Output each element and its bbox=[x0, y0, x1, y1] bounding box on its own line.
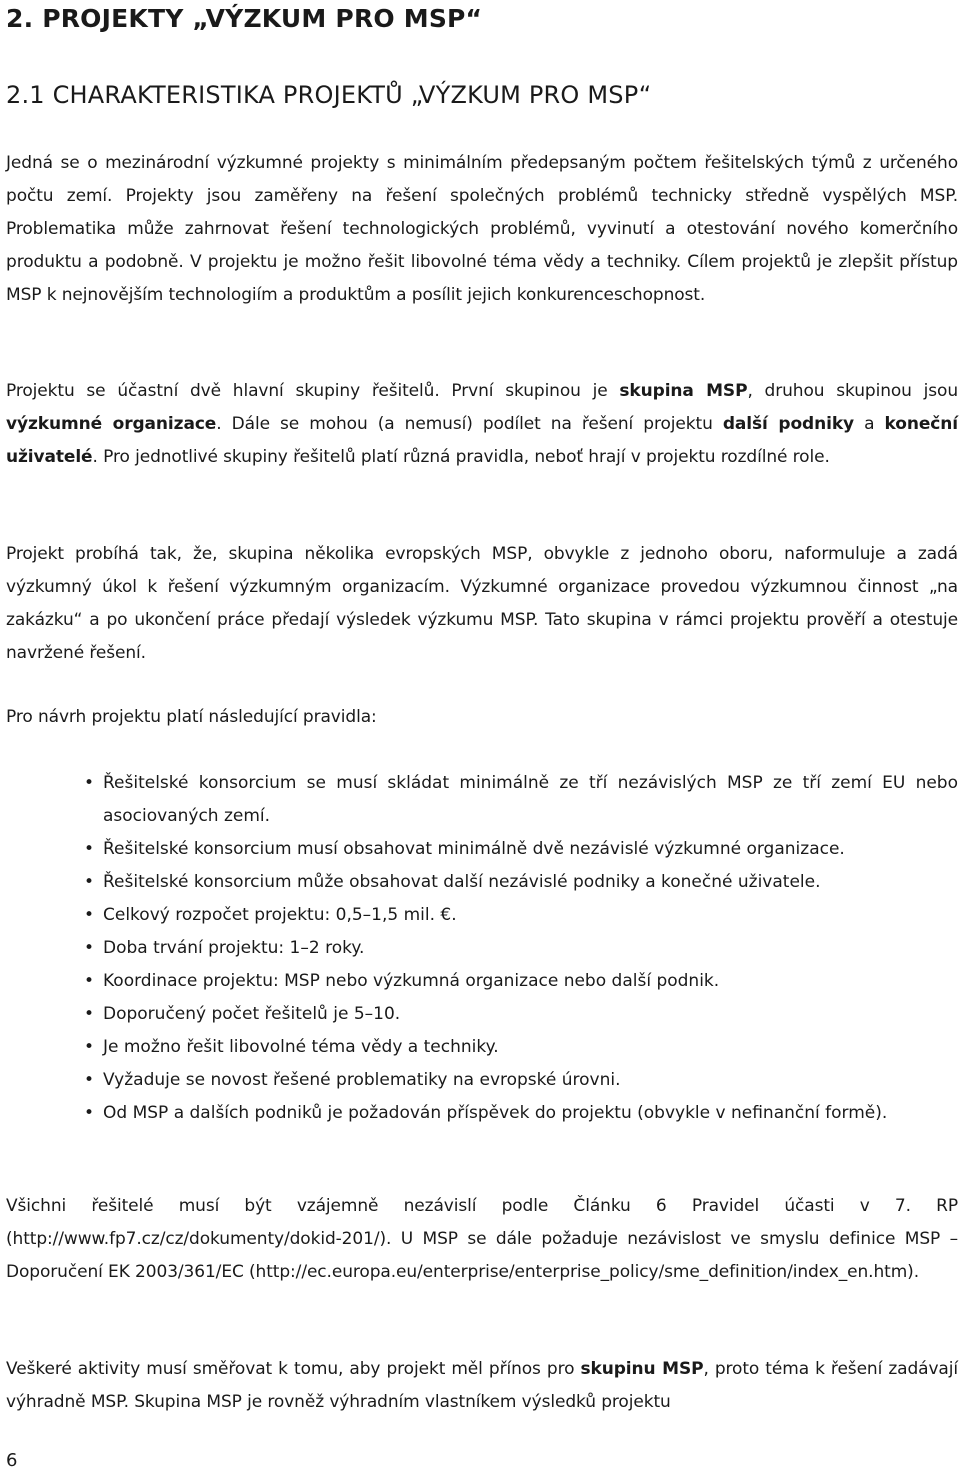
bullet: • bbox=[84, 1004, 95, 1024]
page-number: 6 bbox=[6, 1450, 18, 1471]
groups-text-1: Projektu se účastní dvě hlavní skupiny řešitelů. První skupinou je bbox=[6, 381, 620, 401]
list-item bbox=[6, 1064, 958, 1097]
groups-text-2: , druhou skupinou jsou bbox=[747, 381, 958, 401]
list-item bbox=[6, 767, 958, 833]
bullet: • bbox=[84, 1070, 95, 1090]
bullet: • bbox=[84, 971, 95, 991]
groups-bold-users: koneční uživatelé bbox=[6, 414, 959, 467]
bullet: • bbox=[84, 905, 95, 925]
rule-text: Řešitelské konsorcium musí obsahovat minimálně dvě nezávislé výzkumné organizace. bbox=[103, 839, 845, 859]
list-item bbox=[6, 932, 958, 965]
intro-text: Jedná se o mezinárodní výzkumné projekty s minimálním předepsaným počtem řešitelských týmů z určeného počtu zemí. Projekty jsou zaměřeny na řešení společných problémů technicky středně vyspělých MSP. Problematika může zahrnovat řešení technologických problémů, vyvinutí a otestování nového komerčního produktu a podobně. V projektu je možno řešit libovolné téma vědy a techniky. Cílem projektů je zlepšit přístup MSP k nejnovějším technologiím a produktům a posílit jejich konkurenceschopnost. bbox=[6, 153, 958, 305]
rule-text: Řešitelské konsorcium může obsahovat další nezávislé podniky a konečné uživatele. bbox=[103, 872, 821, 892]
groups-paragraph bbox=[6, 375, 958, 474]
bullet: • bbox=[84, 872, 95, 892]
groups-text bbox=[6, 375, 958, 474]
list-item bbox=[6, 1031, 958, 1064]
rules-list bbox=[6, 767, 958, 1130]
rule-text: Doporučený počet řešitelů je 5–10. bbox=[103, 1004, 401, 1024]
bullet: • bbox=[84, 773, 95, 793]
rule-text: Vyžaduje se novost řešené problematiky na evropské úrovni. bbox=[103, 1070, 621, 1090]
list-item bbox=[6, 965, 958, 998]
closing-bold-msp: skupinu MSP bbox=[580, 1359, 704, 1379]
rule-text: Řešitelské konsorcium se musí skládat minimálně ze tří nezávislých MSP ze tří zemí EU nebo asociovaných zemí. bbox=[103, 773, 958, 826]
groups-bold-msp: skupina MSP bbox=[619, 381, 748, 401]
groups-bold-companies: další podniky bbox=[722, 414, 855, 434]
groups-text-4: a bbox=[854, 414, 885, 434]
bullet: • bbox=[84, 839, 95, 859]
rules-intro-paragraph bbox=[6, 701, 958, 734]
rule-text: Doba trvání projektu: 1–2 roky. bbox=[103, 938, 365, 958]
process-paragraph bbox=[6, 538, 958, 670]
closing-text-1: Veškeré aktivity musí směřovat k tomu, aby projekt měl přínos pro bbox=[6, 1359, 581, 1379]
section-heading: 2.1 CHARAKTERISTIKA PROJEKTŮ „VÝZKUM PRO MSP“ bbox=[6, 81, 652, 109]
chapter-heading: 2. PROJEKTY „VÝZKUM PRO MSP“ bbox=[6, 4, 483, 33]
groups-bold-research: výzkumné organizace bbox=[6, 414, 217, 434]
bullet: • bbox=[84, 1103, 95, 1123]
bullet: • bbox=[84, 1037, 95, 1057]
rule-text: Koordinace projektu: MSP nebo výzkumná organizace nebo další podnik. bbox=[103, 971, 720, 991]
process-text: Projekt probíhá tak, že, skupina několika evropských MSP, obvykle z jednoho oboru, naformuluje a zadá výzkumný úkol k řešení výzkumným organizacím. Výzkumné organizace provedou výzkumnou činnost „na zakázku“ a po ukončení práce předají výsledek výzkumu MSP. Tato skupina v rámci projektu prověří a otestuje navržené řešení. bbox=[6, 544, 958, 663]
list-item bbox=[6, 899, 958, 932]
groups-text-5: . Pro jednotlivé skupiny řešitelů platí různá pravidla, neboť hrají v projektu rozdílné role. bbox=[92, 447, 830, 467]
closing-text-2: , proto téma k řešení zadávají výhradně MSP. Skupina MSP je rovněž výhradním vlastníkem výsledků projektu bbox=[6, 1359, 958, 1412]
independence-paragraph bbox=[6, 1190, 958, 1289]
list-item bbox=[6, 998, 958, 1031]
rules-intro-text: Pro návrh projektu platí následující pravidla: bbox=[6, 707, 377, 727]
rule-text: Celkový rozpočet projektu: 0,5–1,5 mil. €. bbox=[103, 905, 457, 925]
list-item bbox=[6, 866, 958, 899]
closing-text bbox=[6, 1353, 958, 1419]
independence-text: Všichni řešitelé musí být vzájemně nezávislí podle Článku 6 Pravidel účasti v 7. RP (http://www.fp7.cz/cz/dokumenty/dokid-201/). U MSP se dále požaduje nezávislost ve smyslu definice MSP – Doporučení EK 2003/361/EC (http://ec.europa.eu/enterprise/enterprise_policy/sme_definition/index_en.htm). bbox=[6, 1196, 958, 1282]
intro-paragraph bbox=[6, 147, 958, 312]
groups-text-3: . Dále se mohou (a nemusí) podílet na řešení projektu bbox=[216, 414, 723, 434]
list-item bbox=[6, 1097, 958, 1130]
closing-paragraph bbox=[6, 1353, 958, 1419]
bullet: • bbox=[84, 938, 95, 958]
rule-text: Je možno řešit libovolné téma vědy a techniky. bbox=[103, 1037, 499, 1057]
rule-text: Od MSP a dalších podniků je požadován příspěvek do projektu (obvykle v nefinanční formě). bbox=[103, 1103, 888, 1123]
list-item bbox=[6, 833, 958, 866]
